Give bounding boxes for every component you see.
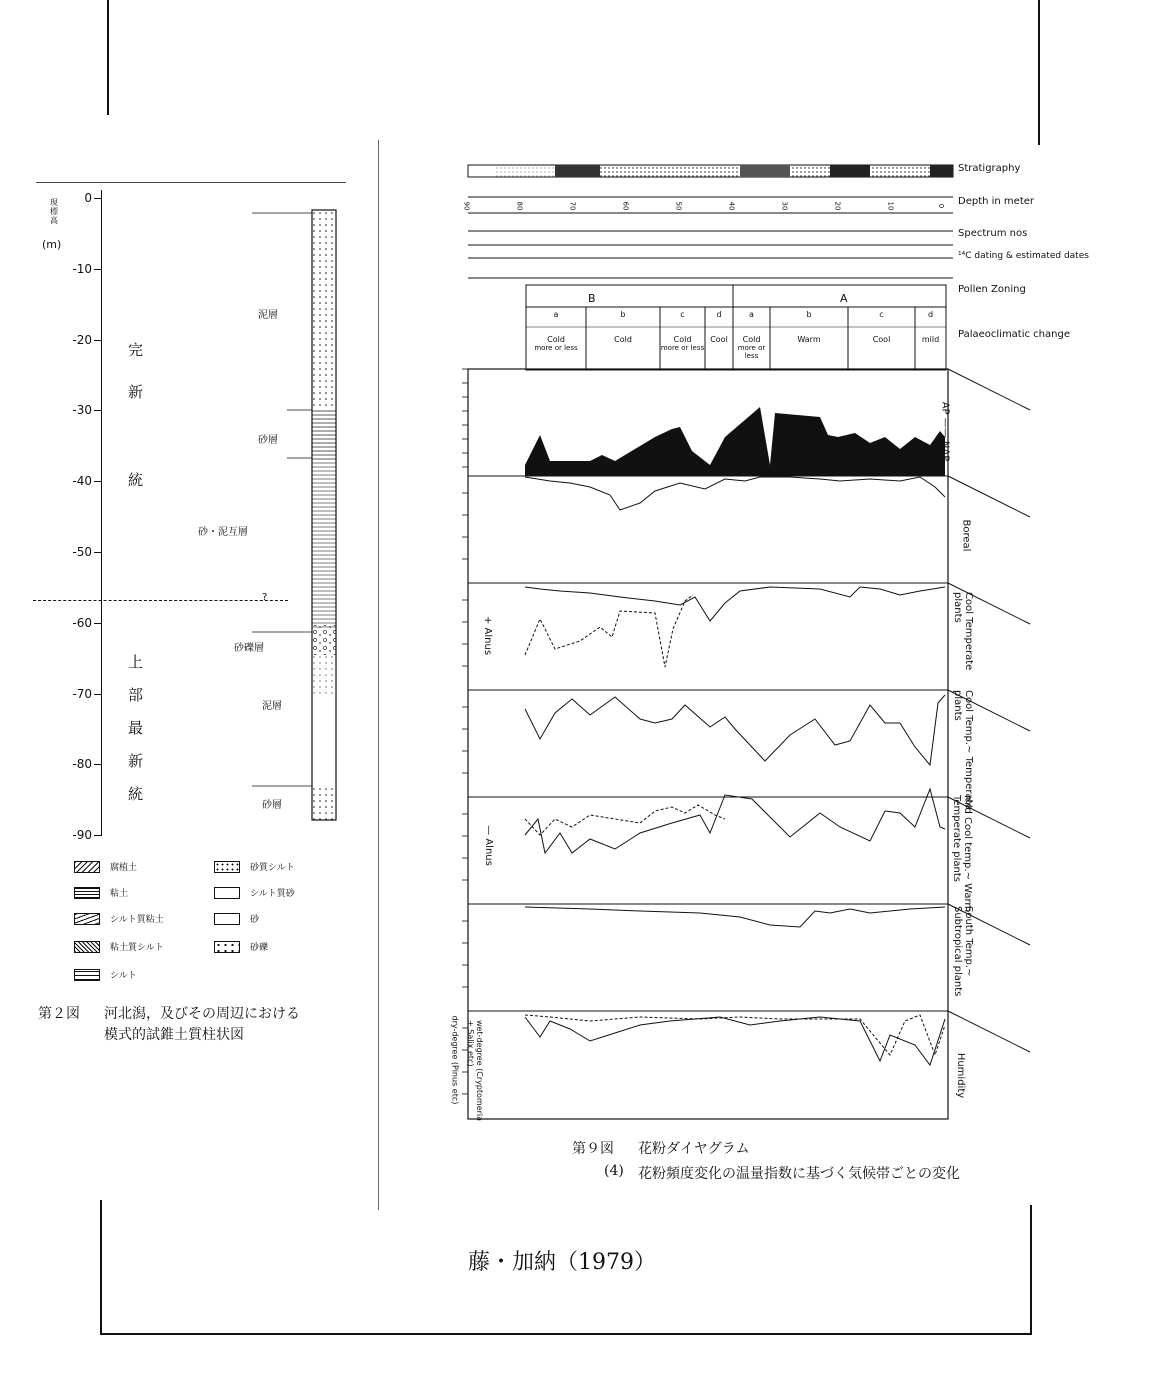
subzone-word: Cool xyxy=(872,335,891,344)
fig9-depth-tick-label: 90 xyxy=(462,201,471,211)
zone-label-b: B xyxy=(588,292,596,305)
humidity-legend-dry: dry-degree (Pinus etc) xyxy=(450,1015,460,1105)
fig9-caption-number: 第９図 xyxy=(572,1141,614,1157)
row-label-stratigraphy: Stratigraphy xyxy=(958,163,1021,174)
fig2-boundary-dashed xyxy=(33,600,288,601)
legend-item xyxy=(74,912,164,925)
depth-tick-label: -40 xyxy=(72,474,92,489)
subzone-letter: c xyxy=(879,310,884,319)
legend-swatch xyxy=(74,913,100,925)
fig9-depth-tick-label: 40 xyxy=(727,201,736,211)
fig2-depth-axis-title: 現標高 xyxy=(50,198,58,225)
subzone-extra: more or less xyxy=(737,344,766,360)
legend-label: 砂礫 xyxy=(250,943,269,953)
legend-swatch xyxy=(74,941,100,953)
depth-tick-label: -60 xyxy=(72,615,92,630)
fig9-caption-sub: 花粉頻度変化の温量指数に基づく気候帯ごとの変化 xyxy=(638,1166,960,1182)
depth-tick-label: -90 xyxy=(72,828,92,843)
subzone-letter: c xyxy=(680,310,685,319)
subzone xyxy=(586,310,660,344)
subzone-letter: d xyxy=(716,310,722,319)
fig9-depth-tick-label: 10 xyxy=(886,201,895,211)
fig9-depth-tick-label: 80 xyxy=(515,201,524,211)
legend-item xyxy=(214,940,268,953)
depth-tick-label: -70 xyxy=(72,686,92,701)
depth-tick-label: -10 xyxy=(72,261,92,276)
depth-tick-label: -80 xyxy=(72,757,92,772)
depth-tick-label: 0 xyxy=(84,191,92,205)
layer-label: 砂礫層 xyxy=(234,643,264,654)
legend-label: 砂質シルト xyxy=(250,863,295,873)
frame-line-top-right xyxy=(1038,0,1040,145)
layer-label: 砂層 xyxy=(262,800,282,811)
depth-tick xyxy=(94,835,102,836)
layer-label: 泥層 xyxy=(258,310,278,321)
fig9-depth-tick-label: 60 xyxy=(621,201,630,211)
legend-item xyxy=(214,886,295,899)
subzone-word: mild xyxy=(921,335,940,344)
depth-tick xyxy=(94,694,102,695)
legend-swatch xyxy=(74,861,100,873)
panel-label-south-temp: South Temp.~ Subtropical plants xyxy=(952,906,974,997)
subzone xyxy=(705,310,733,344)
fig9-depth-tick-label: 20 xyxy=(833,201,842,211)
frame-line-bottom xyxy=(100,1333,1032,1335)
subzone xyxy=(526,310,586,352)
epoch-char: 新 xyxy=(128,383,144,401)
fig2-caption-line2: 模式的試錐土質柱状図 xyxy=(104,1027,244,1043)
depth-tick xyxy=(94,410,102,411)
panel-label-mid-cool-warm: mid Cool temp.~ Warm Temperate plants xyxy=(951,795,973,913)
legend-label: シルト質砂 xyxy=(250,889,295,899)
fig2-depth-unit: (m) xyxy=(42,238,62,251)
legend-swatch xyxy=(74,887,100,899)
alnus-label: + Alnus xyxy=(482,615,494,656)
fig2-caption-number: 第２図 xyxy=(38,1006,80,1022)
legend-item xyxy=(74,860,137,873)
fig2-borehole-column xyxy=(252,205,342,825)
fig2-epoch-upper xyxy=(128,343,143,488)
layer-label: ? xyxy=(262,592,268,603)
frame-line-bottom-right xyxy=(1030,1205,1032,1333)
depth-tick xyxy=(94,198,102,199)
depth-tick-label: -20 xyxy=(72,332,92,347)
layer-label: 砂・泥互層 xyxy=(198,527,248,538)
fig9-panels xyxy=(440,365,1040,1125)
fig9-depth-tick-label: 70 xyxy=(568,201,577,211)
column-divider xyxy=(378,140,379,1210)
citation: 藤・加納（1979） xyxy=(468,1250,656,1275)
fig2-caption-line1: 河北潟，及びその周辺における xyxy=(104,1006,300,1022)
subzone-word: Cold xyxy=(673,335,692,344)
row-label-spectrum: Spectrum nos xyxy=(958,228,1028,239)
subzone xyxy=(915,310,946,344)
legend-swatch xyxy=(214,941,240,953)
legend-swatch xyxy=(74,969,100,981)
subzone-letter: a xyxy=(553,310,559,319)
fig9-caption-title: 花粉ダイヤグラム xyxy=(638,1141,750,1157)
depth-tick xyxy=(94,764,102,765)
subzone-letter: b xyxy=(620,310,626,319)
subzone-word: Cold xyxy=(547,335,565,344)
legend-item xyxy=(214,860,295,873)
legend-label: シルト質粘土 xyxy=(110,915,164,925)
epoch-char: 新 xyxy=(128,752,144,770)
humidity-legend-wet: wet-degree (Cryptomeria + Salix etc) xyxy=(466,1020,484,1122)
legend-label: 粘土 xyxy=(110,889,129,899)
legend-item xyxy=(74,968,137,981)
depth-tick xyxy=(94,481,102,482)
fig9-caption-sub-num: (4) xyxy=(604,1163,624,1179)
legend-label: 砂 xyxy=(250,915,260,925)
legend-label: 粘土質シルト xyxy=(110,943,164,953)
legend-swatch xyxy=(214,887,240,899)
subzone-letter: a xyxy=(749,310,754,319)
legend-swatch xyxy=(214,861,240,873)
subzone-extra: more or less xyxy=(534,344,578,352)
row-label-dating: ¹⁴C dating & estimated dates xyxy=(958,251,1089,261)
legend-item xyxy=(74,886,128,899)
subzone-word: Warm xyxy=(797,335,821,344)
subzone-word: Cool xyxy=(710,335,728,344)
layer-label: 砂層 xyxy=(258,435,278,446)
fig2-epoch-lower xyxy=(128,655,143,802)
legend-swatch xyxy=(214,913,240,925)
row-label-depth: Depth in meter xyxy=(958,196,1035,207)
epoch-char: 上 xyxy=(128,653,144,671)
epoch-char: 最 xyxy=(128,719,144,737)
subzone-word: Cold xyxy=(614,335,632,344)
depth-tick xyxy=(94,340,102,341)
depth-tick xyxy=(94,623,102,624)
subzone xyxy=(660,310,705,352)
zone-label-a: A xyxy=(840,292,848,305)
epoch-char: 統 xyxy=(128,471,144,489)
subzone-word: Cold xyxy=(742,335,761,344)
row-label-zoning: Pollen Zoning xyxy=(958,284,1026,295)
alnus-label-2: — Alnus xyxy=(482,825,494,866)
subzone-letter: d xyxy=(927,310,934,319)
frame-line-top-left xyxy=(107,0,109,115)
epoch-char: 統 xyxy=(128,785,144,803)
depth-tick xyxy=(94,269,102,270)
depth-tick-label: -50 xyxy=(72,545,92,559)
epoch-char: 完 xyxy=(128,341,144,359)
legend-label: 腐植土 xyxy=(110,863,138,873)
fig2-top-line xyxy=(36,182,346,183)
depth-tick-label: -30 xyxy=(72,403,92,418)
layer-label: 泥層 xyxy=(262,701,282,712)
epoch-char: 部 xyxy=(128,686,144,704)
fig9-depth-tick-label: 30 xyxy=(780,201,789,211)
panel-label-cool-temp-temperate: Cool Temp.~ Temperate plants xyxy=(952,690,974,810)
fig2-depth-axis-line xyxy=(101,190,102,835)
panel-label-humidity: Humidity xyxy=(955,1052,967,1099)
subzone xyxy=(848,310,915,344)
row-label-palaeo: Palaeoclimatic change xyxy=(958,329,1070,340)
fig9-depth-tick-label: 50 xyxy=(674,201,683,211)
fig9-depth-tick-label: 0 xyxy=(937,203,946,209)
legend-label: シルト xyxy=(110,971,137,981)
frame-line-bottom-left xyxy=(100,1200,102,1335)
depth-tick xyxy=(94,552,102,553)
panel-label-boreal: Boreal xyxy=(960,519,972,552)
subzone-extra: more or less xyxy=(660,344,705,352)
panel-label-cool-temperate: Cool Temperate plants xyxy=(952,592,974,671)
subzone-letter: b xyxy=(806,310,812,319)
subzone xyxy=(733,310,770,360)
panel-label-ap-nap: AP —— NAP xyxy=(939,401,951,462)
subzone xyxy=(770,310,848,344)
legend-item xyxy=(74,940,164,953)
legend-item xyxy=(214,912,259,925)
